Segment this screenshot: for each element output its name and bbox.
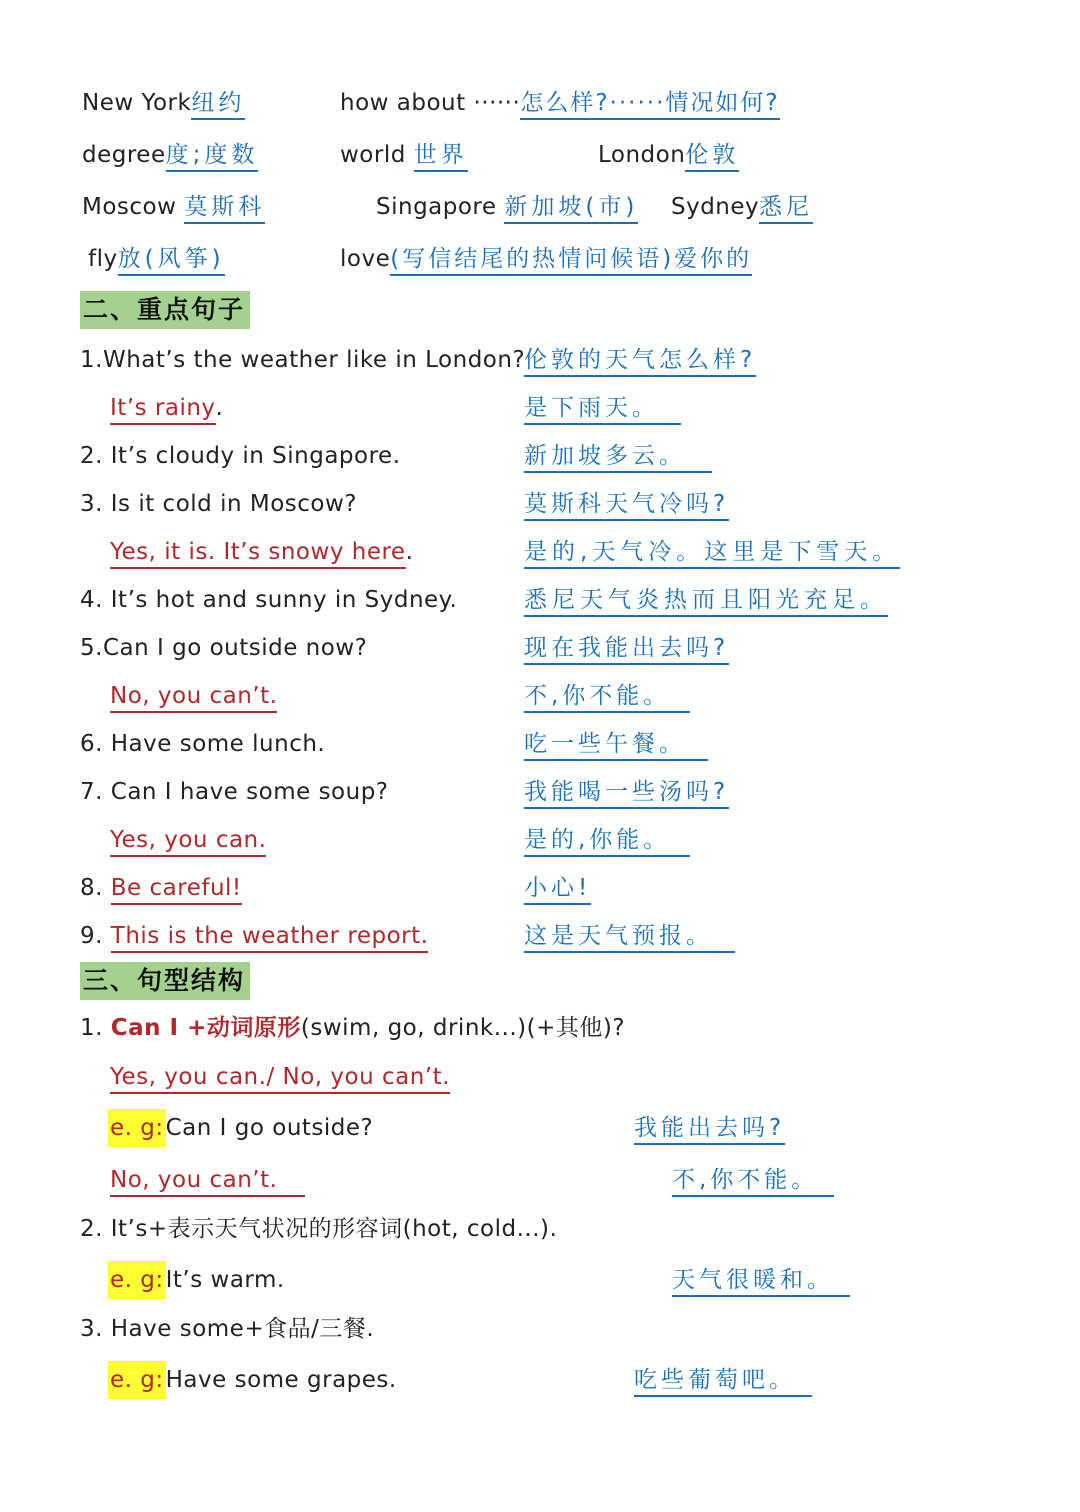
eg-label: e. g: (108, 1261, 166, 1299)
vocab-en: fly (88, 246, 118, 272)
pattern-formula: Can I +动词原形 (110, 1015, 301, 1041)
row-number: 2. (80, 443, 103, 469)
sentence-row (80, 345, 525, 375)
sentence-row (80, 729, 325, 759)
vocab-en: degree (82, 142, 166, 168)
example-1-answer (110, 1165, 305, 1197)
answer-en: Yes, it is. It’s snowy here (110, 538, 406, 569)
sentence-row (110, 825, 266, 857)
vocab-cn: 莫斯科 (184, 193, 265, 224)
sentence-row (110, 537, 413, 569)
vocab-cn: 度;度数 (166, 141, 259, 172)
example-cn: 天气很暖和。 (672, 1266, 850, 1297)
example-2 (108, 1265, 285, 1295)
vocab-en: love (340, 246, 391, 272)
answer-tail: . (215, 395, 224, 421)
sentence-cn (524, 441, 712, 473)
row-number: 3. (80, 491, 103, 517)
sentence-cn-text: 不,你不能。 (524, 682, 690, 713)
vocab-en: world (340, 142, 414, 168)
sentence-cn (524, 537, 900, 569)
example-answer-cn: 不,你不能。 (672, 1166, 834, 1197)
vocab-cn: 伦敦 (685, 141, 739, 172)
example-cn: 吃些葡萄吧。 (634, 1366, 812, 1397)
sentence-row (80, 873, 242, 905)
sentence-cn-text: 是下雨天。 (524, 394, 681, 425)
pattern-2 (80, 1214, 557, 1244)
example-3 (108, 1365, 397, 1395)
sentence-cn-text: 伦敦的天气怎么样? (524, 346, 756, 377)
sentence-en: What’s the weather like in London? (102, 347, 526, 373)
vocab-cn: 怎么样?······情况如何? (520, 89, 779, 120)
sentence-cn-text: 我能喝一些汤吗? (524, 778, 729, 809)
vocab-cn: 新加坡(市) (504, 193, 638, 224)
sentence-cn (524, 777, 729, 809)
sentence-en: Can I have some soup? (102, 779, 389, 805)
vocab-cn: (写信结尾的热情问候语)爱你的 (390, 245, 752, 276)
vocab-en: Moscow (82, 194, 185, 220)
sentence-cn-text: 莫斯科天气冷吗? (524, 490, 729, 521)
example-1 (108, 1113, 373, 1143)
example-en: Can I go outside? (165, 1115, 374, 1141)
section-heading-key-sentences: 二、重点句子 (80, 291, 250, 329)
sentence-cn (524, 921, 735, 953)
answer-en: It’s rainy (110, 394, 216, 425)
sentence-cn-text: 吃一些午餐。 (524, 730, 708, 761)
row-number: 5. (80, 635, 103, 661)
sentence-cn (524, 825, 690, 857)
vocab-en: London (598, 142, 686, 168)
sentence-cn (524, 393, 681, 425)
vocab-cn: 放(风筝) (118, 245, 225, 276)
vocab-en: how about ······ (340, 90, 521, 116)
vocab-en: New York (82, 90, 192, 116)
section-heading-sentence-patterns: 三、句型结构 (80, 962, 250, 1000)
vocab-sydney (671, 192, 813, 224)
sentence-row (80, 921, 428, 953)
sentence-row (80, 489, 357, 519)
row-number: 9. (80, 923, 103, 949)
vocab-en: Sydney (671, 194, 760, 220)
row-number: 1. (80, 347, 103, 373)
sentence-cn-text: 这是天气预报。 (524, 922, 735, 953)
example-1-answer-cn (672, 1165, 834, 1197)
vocab-world (340, 140, 468, 172)
sentence-cn-text: 是的,天气冷。这里是下雪天。 (524, 538, 900, 569)
sentence-cn-text: 是的,你能。 (524, 826, 690, 857)
sentence-cn-text: 现在我能出去吗? (524, 634, 729, 665)
vocab-cn: 纽约 (191, 89, 245, 120)
sentence-cn (524, 489, 729, 521)
pattern-number: 1. (80, 1015, 103, 1041)
example-1-cn (634, 1113, 785, 1145)
sentence-cn (524, 585, 888, 617)
pattern-text: 2. It’s+表示天气状况的形容词(hot, cold...). (80, 1216, 558, 1242)
answer-en: Yes, you can. (110, 826, 266, 857)
pattern-text: 3. Have some+食品/三餐. (80, 1316, 375, 1342)
vocab-en: Singapore (376, 194, 505, 220)
sentence-cn (524, 633, 729, 665)
sentence-en: Have some lunch. (102, 731, 326, 757)
pattern-answer: Yes, you can./ No, you can’t. (110, 1063, 450, 1094)
eg-label: e. g: (108, 1109, 166, 1147)
example-3-cn (634, 1365, 812, 1397)
vocab-moscow (82, 192, 265, 224)
sentence-en: This is the weather report. (111, 922, 429, 953)
example-2-cn (672, 1265, 850, 1297)
example-cn: 我能出去吗? (634, 1114, 785, 1145)
vocab-new-york (82, 88, 245, 120)
sentence-cn (524, 681, 690, 713)
example-en: It’s warm. (165, 1267, 285, 1293)
sentence-en: Be careful! (111, 874, 242, 905)
eg-label: e. g: (108, 1361, 166, 1399)
vocab-cn: 世界 (414, 141, 468, 172)
vocab-degree (82, 140, 258, 172)
sentence-cn-text: 小心! (524, 874, 591, 905)
sentence-row (80, 633, 367, 663)
row-number: 6. (80, 731, 103, 757)
sentence-row (80, 441, 401, 471)
vocab-singapore (376, 192, 638, 224)
sentence-en: It’s hot and sunny in Sydney. (102, 587, 458, 613)
example-en: Have some grapes. (165, 1367, 397, 1393)
row-number: 8. (80, 875, 103, 901)
sentence-en: Is it cold in Moscow? (102, 491, 357, 517)
vocab-cn: 悉尼 (759, 193, 813, 224)
row-number: 4. (80, 587, 103, 613)
example-answer-en: No, you can’t. (110, 1166, 305, 1197)
sentence-cn (524, 729, 708, 761)
sentence-row (80, 777, 389, 807)
vocab-love (340, 244, 752, 276)
sentence-cn (524, 345, 756, 377)
vocab-london (598, 140, 739, 172)
pattern-3 (80, 1314, 374, 1344)
answer-en: No, you can’t. (110, 682, 277, 713)
pattern-1-answer (110, 1062, 450, 1094)
sentence-row (110, 393, 223, 425)
sentence-en: It’s cloudy in Singapore. (102, 443, 401, 469)
pattern-1 (80, 1013, 625, 1043)
row-number: 7. (80, 779, 103, 805)
sentence-cn-text: 悉尼天气炎热而且阳光充足。 (524, 586, 888, 617)
pattern-rest: (swim, go, drink...)(+其他)? (300, 1015, 626, 1041)
answer-tail: . (405, 539, 414, 565)
vocab-fly (88, 244, 225, 276)
sentence-row (110, 681, 277, 713)
sentence-cn-text: 新加坡多云。 (524, 442, 712, 473)
sentence-en: Can I go outside now? (102, 635, 368, 661)
sentence-cn (524, 873, 591, 905)
vocab-how-about (340, 88, 780, 120)
sentence-row (80, 585, 457, 615)
